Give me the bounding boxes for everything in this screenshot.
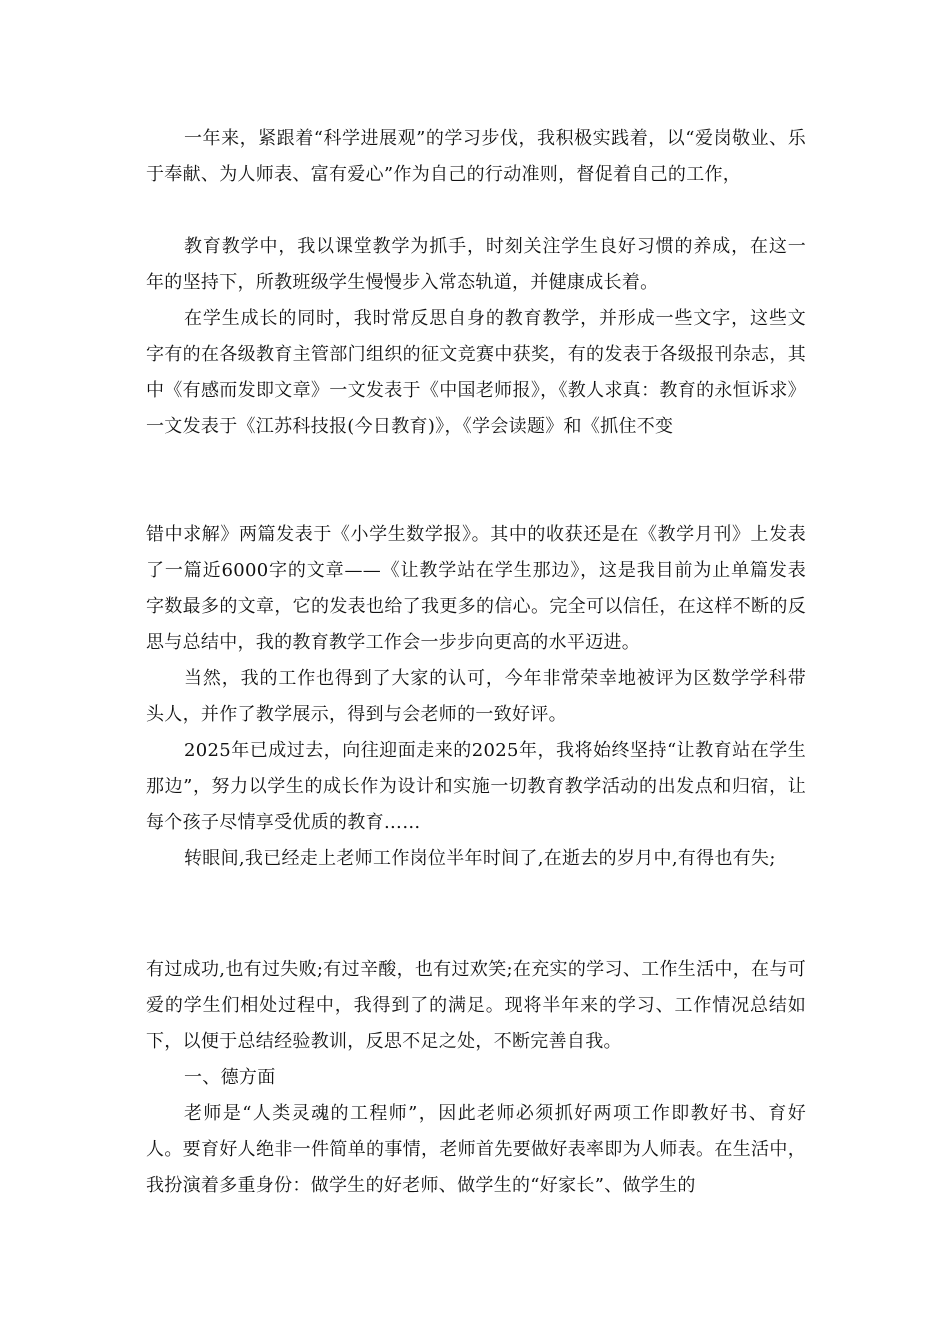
paragraph-7: 转眼间,我已经走上老师工作岗位半年时间了,在逝去的岁月中,有得也有失;	[184, 848, 776, 869]
paragraph-4: 错中求解》两篇发表于《小学生数学报》。其中的收获还是在《教学月刊》上发表了一篇近6000字的文章——《让教学站在学生那边》，这是我目前为止单篇发表字数最多的文章，它的发表也给了我更多的信心。完全可以信任，在这样不断的反思与总结中，我的教育教学工作会一步步向更高的水平迈进。	[146, 524, 806, 653]
paragraph-9: 老师是“人类灵魂的工程师”，因此老师必须抓好两项工作即教好书、育好人。要育好人绝非一件简单的事情，老师首先要做好表率即为人师表。在生活中，我扮演着多重身份：做学生的好老师、做学生的“好家长”、做学生的	[146, 1103, 806, 1196]
paragraph-1: 一年来，紧跟着“科学进展观”的学习步伐，我积极实践着，以“爱岗敬业、乐于奉献、为人师表、富有爱心”作为自己的行动准则，督促着自己的工作，	[146, 128, 806, 185]
paragraph-2: 教育教学中，我以课堂教学为抓手，时刻关注学生良好习惯的养成，在这一年的坚持下，所教班级学生慢慢步入常态轨道，并健康成长着。	[146, 236, 806, 293]
section-heading: 一、德方面	[184, 1067, 276, 1088]
paragraph-8: 有过成功,也有过失败;有过辛酸，也有过欢笑;在充实的学习、工作生活中，在与可爱的学生们相处过程中，我得到了的满足。现将半年来的学习、工作情况总结如下，以便于总结经验教训，反思不足之处，不断完善自我。	[146, 959, 806, 1052]
paragraph-6: 2025年已成过去，向往迎面走来的2025年，我将始终坚持“让教育站在学生那边”，努力以学生的成长作为设计和实施一切教育教学活动的出发点和归宿，让每个孩子尽情享受优质的教育……	[146, 740, 806, 833]
paragraph-5: 当然，我的工作也得到了大家的认可，今年非常荣幸地被评为区数学学科带头人，并作了教学展示，得到与会老师的一致好评。	[146, 668, 806, 725]
paragraph-3: 在学生成长的同时，我时常反思自身的教育教学，并形成一些文字，这些文字有的在各级教育主管部门组织的征文竞赛中获奖，有的发表于各级报刊杂志，其中《有感而发即文章》一文发表于《中国老师报》，《教人求真：教育的永恒诉求》一文发表于《江苏科技报(今日教育)》，《学会读题》和《抓住不变	[146, 308, 806, 437]
